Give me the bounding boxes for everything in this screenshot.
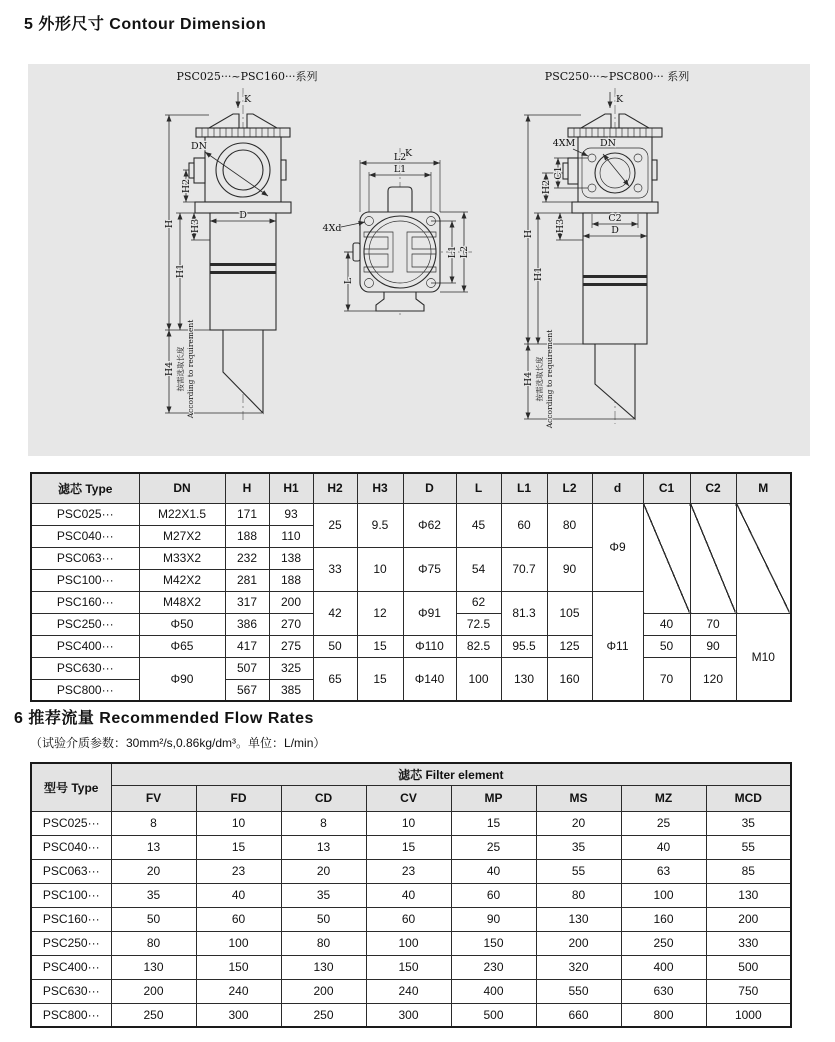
section6-title: 6 推荐流量 Recommended Flow Rates xyxy=(14,710,314,727)
flow-cell: 320 xyxy=(536,955,621,979)
dim-cell: 110 xyxy=(269,525,313,547)
flow-cell: 55 xyxy=(706,835,791,859)
dim-cell: 125 xyxy=(547,635,592,657)
dim-cell: 507 xyxy=(225,657,269,679)
flow-cell: 130 xyxy=(706,883,791,907)
dim-label-k-left: K xyxy=(244,94,252,105)
column-header: H2 xyxy=(313,473,357,503)
dim-label-h2-right: H2 xyxy=(541,179,552,195)
flow-cell: 240 xyxy=(366,979,451,1003)
flow-cell: 250 xyxy=(281,1003,366,1027)
dim-cell: Φ110 xyxy=(403,635,456,657)
length-note-cn-left: 按需选取长度 xyxy=(176,346,185,392)
flow-cell: 20 xyxy=(111,859,196,883)
dim-cell: 138 xyxy=(269,547,313,569)
flow-cell: 630 xyxy=(621,979,706,1003)
flow-cell: 55 xyxy=(536,859,621,883)
dim-cell: 45 xyxy=(456,503,501,547)
dim-cell: 65 xyxy=(313,657,357,701)
table-row xyxy=(31,1003,791,1027)
dim-cell: 567 xyxy=(225,679,269,701)
dim-cell: 90 xyxy=(547,547,592,591)
series1-label: PSC025···~PSC160···系列 xyxy=(176,70,318,83)
dim-cell: Φ50 xyxy=(139,613,225,635)
column-header: 滤芯 Type xyxy=(31,473,139,503)
dim-cell: M27X2 xyxy=(139,525,225,547)
top-view xyxy=(323,148,472,316)
group-header: 滤芯 Filter element xyxy=(111,763,791,785)
flow-cell: 40 xyxy=(196,883,281,907)
flow-cell: 300 xyxy=(196,1003,281,1027)
length-note-en-right: According to requirement xyxy=(545,329,554,429)
flow-cell: 63 xyxy=(621,859,706,883)
dim-label-d-left: D xyxy=(239,210,247,221)
flow-cell: 15 xyxy=(451,811,536,835)
section6-note: （试验介质参数：30mm²/s,0.86kg/dm³。单位：L/min） xyxy=(30,736,326,750)
dim-label-h3-right: H3 xyxy=(555,218,566,234)
dim-cell: 72.5 xyxy=(456,613,501,635)
column-header: MS xyxy=(536,785,621,811)
flow-cell: 400 xyxy=(621,955,706,979)
side-view-small-series xyxy=(164,88,291,420)
dim-cell: 130 xyxy=(501,657,547,701)
flow-cell: 35 xyxy=(281,883,366,907)
type-cell: PSC025··· xyxy=(31,503,139,525)
dim-label-h2-left: H2 xyxy=(181,178,192,194)
dim-cell: 15 xyxy=(357,635,403,657)
dim-cell: 81.3 xyxy=(501,591,547,635)
dim-cell: 12 xyxy=(357,591,403,635)
dim-label-l1-right: L1 xyxy=(447,245,458,259)
flow-cell: 200 xyxy=(111,979,196,1003)
contour-drawing-svg xyxy=(28,64,810,456)
dim-cell: 120 xyxy=(690,657,736,701)
dim-cell: Φ62 xyxy=(403,503,456,547)
table-row xyxy=(31,931,791,955)
dim-cell: 90 xyxy=(690,635,736,657)
column-header: MCD xyxy=(706,785,791,811)
column-header: DN xyxy=(139,473,225,503)
flow-cell: 50 xyxy=(281,907,366,931)
flow-cell: 13 xyxy=(111,835,196,859)
dim-cell: 270 xyxy=(269,613,313,635)
dim-label-k-right: K xyxy=(616,94,624,105)
dim-cell: 15 xyxy=(357,657,403,701)
flow-cell: 85 xyxy=(706,859,791,883)
dim-cell: 417 xyxy=(225,635,269,657)
drawing-panel xyxy=(28,64,810,456)
flow-cell: 40 xyxy=(451,859,536,883)
dim-cell: 188 xyxy=(225,525,269,547)
flow-cell: 23 xyxy=(196,859,281,883)
dim-label-h1-right: H1 xyxy=(533,266,544,282)
flow-cell: 15 xyxy=(366,835,451,859)
dim-label-h3-left: H3 xyxy=(190,218,201,234)
dim-label-c2: C2 xyxy=(608,213,622,224)
flow-cell: 60 xyxy=(196,907,281,931)
na-diagonal-cell xyxy=(690,503,736,613)
table-row xyxy=(31,503,791,525)
flow-cell: 100 xyxy=(366,931,451,955)
column-header: L2 xyxy=(547,473,592,503)
dim-label-d-right: D xyxy=(611,225,619,236)
type-cell: PSC800··· xyxy=(31,1003,111,1027)
flow-cell: 500 xyxy=(706,955,791,979)
table-row xyxy=(31,859,791,883)
dim-cell: 70.7 xyxy=(501,547,547,591)
column-header: CD xyxy=(281,785,366,811)
dim-cell: M22X1.5 xyxy=(139,503,225,525)
dim-cell: M10 xyxy=(736,613,791,701)
flow-cell: 300 xyxy=(366,1003,451,1027)
column-header: H1 xyxy=(269,473,313,503)
dim-cell: M42X2 xyxy=(139,569,225,591)
length-note-en-left: According to requirement xyxy=(186,319,195,419)
flow-cell: 60 xyxy=(451,883,536,907)
dim-cell: Φ9 xyxy=(592,503,643,591)
flow-cell: 150 xyxy=(366,955,451,979)
dim-label-h1-left: H1 xyxy=(175,263,186,279)
dim-cell: 9.5 xyxy=(357,503,403,547)
flow-cell: 15 xyxy=(196,835,281,859)
dim-cell: 281 xyxy=(225,569,269,591)
table-row xyxy=(31,635,791,657)
flow-cell: 80 xyxy=(111,931,196,955)
contour-dimension-table xyxy=(30,472,792,702)
type-cell: PSC063··· xyxy=(31,859,111,883)
type-cell: PSC400··· xyxy=(31,955,111,979)
dim-cell: Φ11 xyxy=(592,591,643,701)
flow-cell: 130 xyxy=(281,955,366,979)
dim-cell: 105 xyxy=(547,591,592,635)
type-cell: PSC630··· xyxy=(31,979,111,1003)
column-header: H3 xyxy=(357,473,403,503)
flow-cell: 160 xyxy=(621,907,706,931)
table-row xyxy=(31,883,791,907)
length-note-cn-right: 按需选取长度 xyxy=(535,356,544,402)
flow-cell: 500 xyxy=(451,1003,536,1027)
dim-cell: 62 xyxy=(456,591,501,613)
flow-cell: 35 xyxy=(706,811,791,835)
flow-cell: 90 xyxy=(451,907,536,931)
column-header: H xyxy=(225,473,269,503)
series2-label: PSC250···~PSC800··· 系列 xyxy=(544,70,690,83)
dim-cell: Φ91 xyxy=(403,591,456,635)
flow-cell: 8 xyxy=(281,811,366,835)
flow-cell: 80 xyxy=(536,883,621,907)
flow-cell: 10 xyxy=(196,811,281,835)
column-header: C2 xyxy=(690,473,736,503)
dim-cell: 93 xyxy=(269,503,313,525)
flow-cell: 750 xyxy=(706,979,791,1003)
type-cell: PSC100··· xyxy=(31,883,111,907)
dim-cell: Φ75 xyxy=(403,547,456,591)
table-row xyxy=(31,955,791,979)
type-cell: PSC630··· xyxy=(31,657,139,679)
dim-cell: 40 xyxy=(643,613,690,635)
dim-cell: 50 xyxy=(643,635,690,657)
column-header: MP xyxy=(451,785,536,811)
column-header: d xyxy=(592,473,643,503)
type-cell: PSC400··· xyxy=(31,635,139,657)
section5-title: 5 外形尺寸 Contour Dimension xyxy=(24,16,267,33)
flow-cell: 330 xyxy=(706,931,791,955)
dim-cell: 60 xyxy=(501,503,547,547)
flow-cell: 40 xyxy=(366,883,451,907)
flow-cell: 100 xyxy=(621,883,706,907)
flow-cell: 130 xyxy=(111,955,196,979)
dim-label-4xd: 4Xd xyxy=(322,223,342,234)
dim-cell: 317 xyxy=(225,591,269,613)
type-cell: PSC160··· xyxy=(31,907,111,931)
dim-label-h-right: H xyxy=(523,229,534,239)
dim-label-l1-top: L1 xyxy=(393,164,407,175)
flow-cell: 400 xyxy=(451,979,536,1003)
dim-label-l2-top: L2 xyxy=(393,152,407,163)
column-header: MZ xyxy=(621,785,706,811)
flow-cell: 8 xyxy=(111,811,196,835)
dim-cell: 232 xyxy=(225,547,269,569)
type-cell: PSC040··· xyxy=(31,525,139,547)
column-header: CV xyxy=(366,785,451,811)
flow-cell: 10 xyxy=(366,811,451,835)
dim-cell: 275 xyxy=(269,635,313,657)
dim-cell: 325 xyxy=(269,657,313,679)
column-header: 型号 Type xyxy=(31,763,111,811)
flow-cell: 200 xyxy=(536,931,621,955)
flow-cell: 130 xyxy=(536,907,621,931)
dim-cell: 54 xyxy=(456,547,501,591)
type-cell: PSC063··· xyxy=(31,547,139,569)
dim-cell: 10 xyxy=(357,547,403,591)
dim-label-h4-left: H4 xyxy=(164,361,175,377)
dim-cell: 33 xyxy=(313,547,357,591)
type-cell: PSC250··· xyxy=(31,931,111,955)
column-header: FV xyxy=(111,785,196,811)
dim-cell: 42 xyxy=(313,591,357,635)
dim-label-h4-right: H4 xyxy=(523,371,534,387)
flow-cell: 240 xyxy=(196,979,281,1003)
flow-cell: 660 xyxy=(536,1003,621,1027)
table-row xyxy=(31,811,791,835)
dim-label-c1: C1 xyxy=(553,166,564,180)
dim-cell: 70 xyxy=(643,657,690,701)
side-view-large-series xyxy=(523,88,662,429)
table-row xyxy=(31,657,791,679)
dim-label-4xm: 4XM xyxy=(552,138,576,149)
flow-cell: 250 xyxy=(111,1003,196,1027)
dim-cell: 25 xyxy=(313,503,357,547)
dim-cell: 386 xyxy=(225,613,269,635)
flow-cell: 1000 xyxy=(706,1003,791,1027)
dim-label-l-mid: L xyxy=(343,277,354,285)
type-cell: PSC800··· xyxy=(31,679,139,701)
dim-label-l2-right: L2 xyxy=(459,245,470,259)
type-cell: PSC250··· xyxy=(31,613,139,635)
type-cell: PSC040··· xyxy=(31,835,111,859)
flow-cell: 40 xyxy=(621,835,706,859)
flow-cell: 250 xyxy=(621,931,706,955)
flow-rate-table xyxy=(30,762,792,1028)
flow-cell: 150 xyxy=(196,955,281,979)
flow-cell: 60 xyxy=(366,907,451,931)
dim-cell: 82.5 xyxy=(456,635,501,657)
flow-cell: 50 xyxy=(111,907,196,931)
column-header: M xyxy=(736,473,791,503)
dim-label-k-mid: K xyxy=(405,148,413,159)
column-header: L xyxy=(456,473,501,503)
column-header: FD xyxy=(196,785,281,811)
flow-cell: 13 xyxy=(281,835,366,859)
flow-cell: 550 xyxy=(536,979,621,1003)
flow-cell: 35 xyxy=(111,883,196,907)
flow-cell: 800 xyxy=(621,1003,706,1027)
dim-label-h-left: H xyxy=(164,219,175,229)
flow-cell: 23 xyxy=(366,859,451,883)
flow-cell: 25 xyxy=(451,835,536,859)
dim-cell: 171 xyxy=(225,503,269,525)
flow-cell: 25 xyxy=(621,811,706,835)
flow-cell: 200 xyxy=(706,907,791,931)
column-header: C1 xyxy=(643,473,690,503)
dim-cell: 95.5 xyxy=(501,635,547,657)
flow-cell: 230 xyxy=(451,955,536,979)
column-header: L1 xyxy=(501,473,547,503)
flow-cell: 80 xyxy=(281,931,366,955)
na-diagonal-cell xyxy=(643,503,690,613)
dim-cell: 160 xyxy=(547,657,592,701)
type-cell: PSC025··· xyxy=(31,811,111,835)
dim-cell: 188 xyxy=(269,569,313,591)
flow-cell: 20 xyxy=(536,811,621,835)
dim-cell: Φ65 xyxy=(139,635,225,657)
na-diagonal-cell xyxy=(736,503,791,613)
dim-cell: 80 xyxy=(547,503,592,547)
table-row xyxy=(31,835,791,859)
dim-cell: 200 xyxy=(269,591,313,613)
dim-cell: M48X2 xyxy=(139,591,225,613)
dim-cell: M33X2 xyxy=(139,547,225,569)
flow-cell: 20 xyxy=(281,859,366,883)
dim-label-dn-right: DN xyxy=(600,138,616,149)
dim-label-dn-left: DN xyxy=(191,141,207,152)
dim-cell: 70 xyxy=(690,613,736,635)
flow-cell: 100 xyxy=(196,931,281,955)
dim-cell: Φ90 xyxy=(139,657,225,701)
dim-cell: 50 xyxy=(313,635,357,657)
dim-cell: 385 xyxy=(269,679,313,701)
table-row xyxy=(31,979,791,1003)
flow-cell: 35 xyxy=(536,835,621,859)
dim-cell: 100 xyxy=(456,657,501,701)
dim-cell: Φ140 xyxy=(403,657,456,701)
flow-cell: 150 xyxy=(451,931,536,955)
flow-cell: 200 xyxy=(281,979,366,1003)
type-cell: PSC160··· xyxy=(31,591,139,613)
column-header: D xyxy=(403,473,456,503)
table-row xyxy=(31,907,791,931)
type-cell: PSC100··· xyxy=(31,569,139,591)
